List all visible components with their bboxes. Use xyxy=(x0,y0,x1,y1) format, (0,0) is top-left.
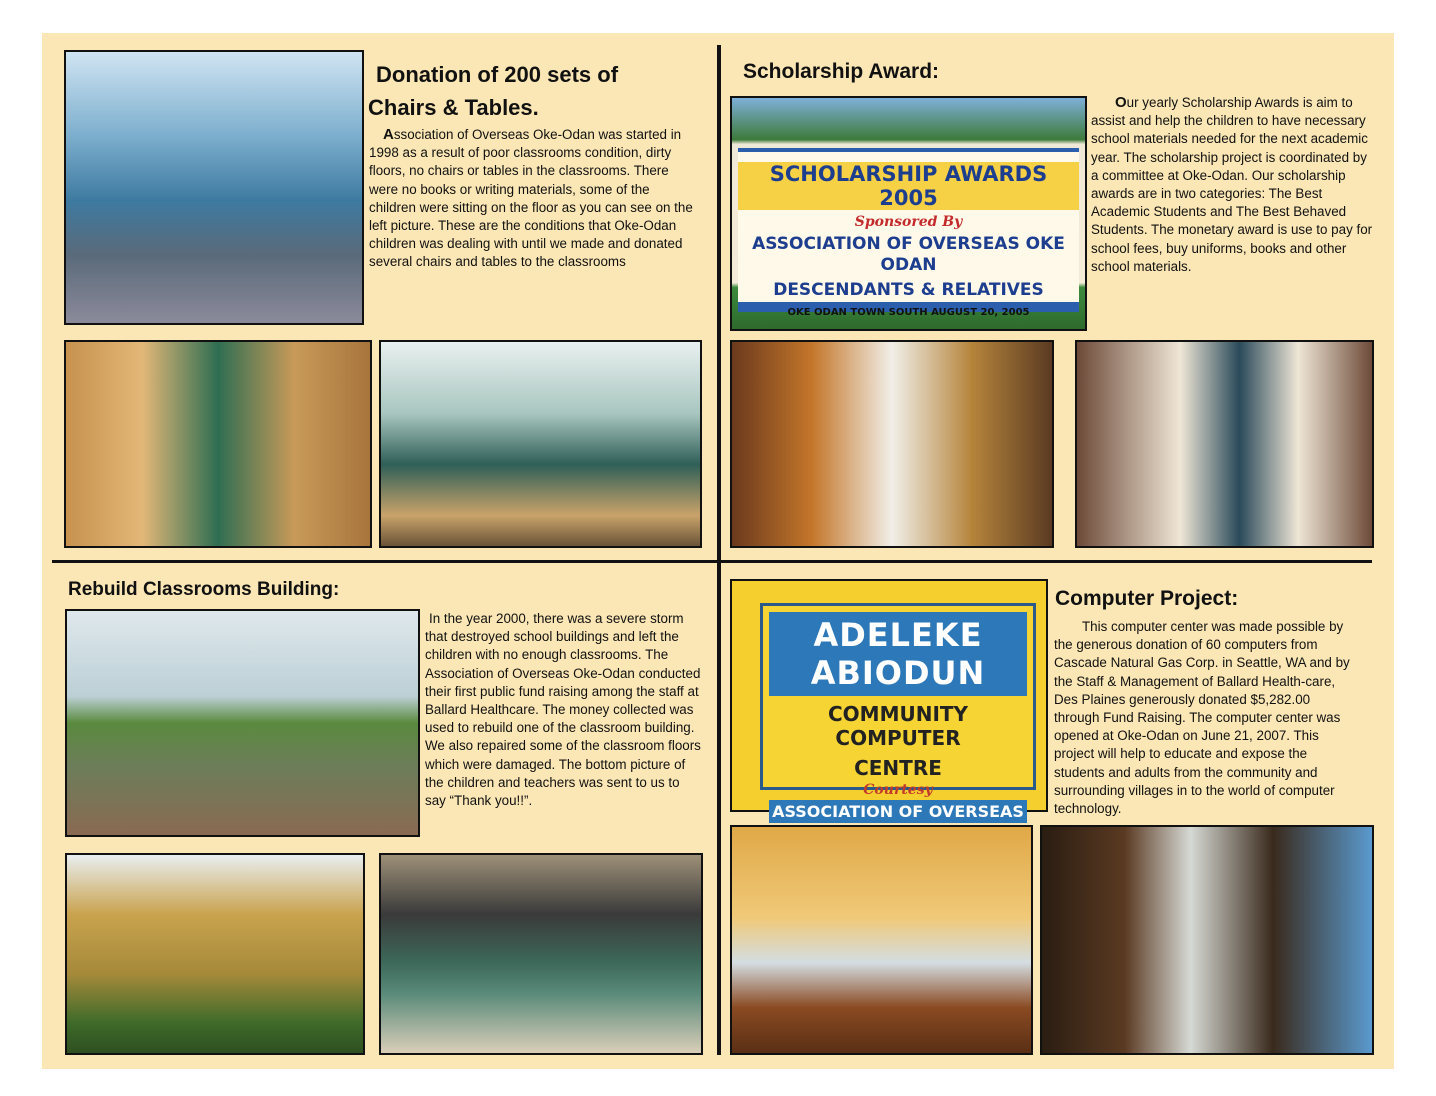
computer-text: This computer center was made possible by the generous donation of 60 computers from Cascade Natural Gas Corp. in Seattle, WA and by the Staff & Management of Ballard Health-care, Des Plaines generously donated $5,282.00 through Fund Raising. The computer center was opened at Oke-Odan on June 21, 2007. This project will help to educate and expose the students and adults from the community and surrounding villages in to the world of computer technology. xyxy=(1054,619,1350,817)
computer-centre-sign: ADELEKE ABIODUN COMMUNITY COMPUTER CENTRE Courtesy ASSOCIATION OF OVERSEAS xyxy=(760,603,1036,790)
storm-damage-photo xyxy=(65,609,420,837)
horizontal-divider xyxy=(52,560,1372,563)
computer-title: Computer Project: xyxy=(1055,587,1239,610)
computer-centre-sign-photo xyxy=(730,579,1048,821)
classroom-photo xyxy=(64,50,364,325)
chairs-photo xyxy=(64,340,372,548)
computer-lab-photo xyxy=(730,825,1033,1055)
rebuild-text: In the year 2000, there was a severe storm that destroyed school buildings and left the children with no enough classrooms. The Association of Overseas Oke-Odan conducted their first public fund raising among the staff at Ballard Healthcare. The money collected was used to rebuild one of the classroom building. We also repaired some of the classroom floors which were damaged. The bottom picture of the children and teachers was sent to us to say “Thank you!!”. xyxy=(425,611,701,809)
scholarship-banner-photo xyxy=(730,96,1087,331)
scholarship-text: Our yearly Scholarship Awards is aim to assist and help the children to have necessary school materials needed for the next academic year. The scholarship project is coordinated by a committee at Oke-Odan. Our scholarship awards are in two categories: The Best Academic Students and The Best Behaved Students. The monetary award is use to pay for school fees, buy uniforms, books and other school materials. xyxy=(1091,94,1373,274)
scholarship-title: Scholarship Award: xyxy=(743,60,940,83)
rebuild-title: Rebuild Classrooms Building: xyxy=(68,579,340,600)
damaged-building-photo xyxy=(65,853,365,1055)
award-ceremony-photo-2 xyxy=(1075,340,1374,548)
donation-text: Association of Overseas Oke-Odan was started in 1998 as a result of poor classrooms condition, dirty floors, no chairs or tables in the classrooms. There were no books or writing materials, some of the children were sitting on the floor as you can see on the left picture. These are the conditions that Oke-Odan children was dealing with until we made and donated several chairs and tables to the classrooms xyxy=(369,126,693,270)
scholarship-banner: SCHOLARSHIP AWARDS 2005 Sponsored By ASSOCIATION OF OVERSEAS OKE ODAN DESCENDANTS & RELATIVES OKE ODAN TOWN SOUTH AUGUST 20, 2005 xyxy=(738,148,1079,312)
children-teachers-photo xyxy=(379,853,703,1055)
vertical-divider xyxy=(717,45,721,1055)
award-ceremony-photo-1 xyxy=(730,340,1054,548)
students-desks-photo xyxy=(379,340,702,548)
student-at-computer-photo xyxy=(1040,825,1374,1055)
donation-title: Donation of 200 sets of Chairs & Tables. xyxy=(368,62,619,120)
brochure-page xyxy=(42,33,1394,1069)
